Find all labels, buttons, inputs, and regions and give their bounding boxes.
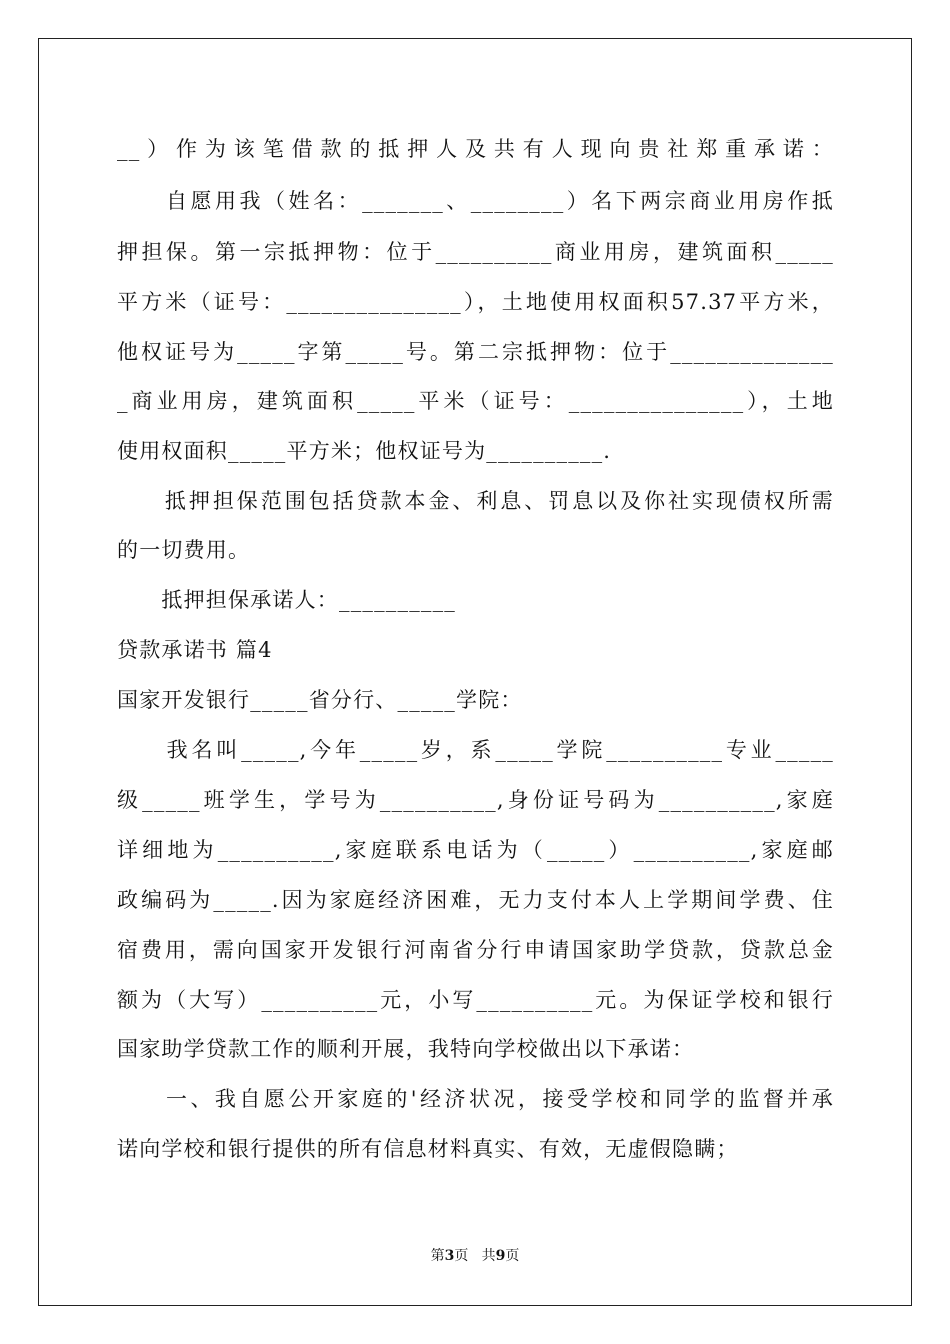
section-heading: 贷款承诺书 篇4 — [117, 638, 273, 662]
text-line-15: 详细地为__________,家庭联系电话为（_____）__________,家庭邮 — [117, 838, 834, 862]
text-line-2: 自愿用我（姓名：_______、________）名下两宗商业用房作抵 — [117, 189, 834, 213]
text-line-14: 级_____班学生，学号为__________,身份证号码为__________,家庭 — [117, 788, 834, 812]
text-line-9: 的一切费用。 — [117, 538, 251, 562]
text-line-7: 使用权面积_____平方米；他权证号为__________. — [117, 439, 612, 463]
page-border — [38, 38, 912, 1306]
text-line-17: 宿费用，需向国家开发银行河南省分行申请国家助学贷款，贷款总金 — [117, 938, 834, 962]
text-line-21: 诺向学校和银行提供的所有信息材料真实、有效，无虚假隐瞒； — [117, 1137, 739, 1161]
footer-total-suffix: 页 — [505, 1248, 520, 1264]
footer-total-prefix: 共 — [481, 1248, 496, 1264]
text-line-4: 平方米（证号：_______________），土地使用权面积57.37平方米， — [117, 290, 834, 314]
text-line-13: 我名叫_____,今年_____岁，系_____学院__________专业_____ — [117, 738, 834, 762]
footer-total-number: 9 — [495, 1248, 506, 1264]
text-line-18: 额为（大写）__________元，小写__________元。为保证学校和银行 — [117, 988, 834, 1012]
text-line-1: __）作为该笔借款的抵押人及共有人现向贵社郑重承诺： — [117, 137, 834, 161]
footer-page-prefix: 第 — [430, 1248, 445, 1264]
text-line-16: 政编码为_____.因为家庭经济困难，无力支付本人上学期间学费、住 — [117, 888, 834, 912]
page-footer — [0, 1245, 950, 1265]
text-line-8: 抵押担保范围包括贷款本金、利息、罚息以及你社实现债权所需 — [117, 489, 834, 513]
text-line-20: 一、我自愿公开家庭的'经济状况，接受学校和同学的监督并承 — [117, 1087, 834, 1111]
text-line-5: 他权证号为_____字第_____号。第二宗抵押物：位于______________ — [117, 340, 834, 364]
salutation-line: 国家开发银行_____省分行、_____学院： — [117, 688, 523, 712]
text-line-19: 国家助学贷款工作的顺利开展，我特向学校做出以下承诺： — [117, 1037, 695, 1061]
footer-page-suffix: 页 — [454, 1248, 469, 1264]
text-line-10: 抵押担保承诺人：__________ — [117, 588, 456, 612]
text-line-6: _商业用房，建筑面积_____平米（证号：_______________），土地 — [117, 389, 834, 413]
footer-page-number: 3 — [444, 1248, 455, 1264]
text-line-3: 押担保。第一宗抵押物：位于__________商业用房，建筑面积_____ — [117, 240, 834, 264]
